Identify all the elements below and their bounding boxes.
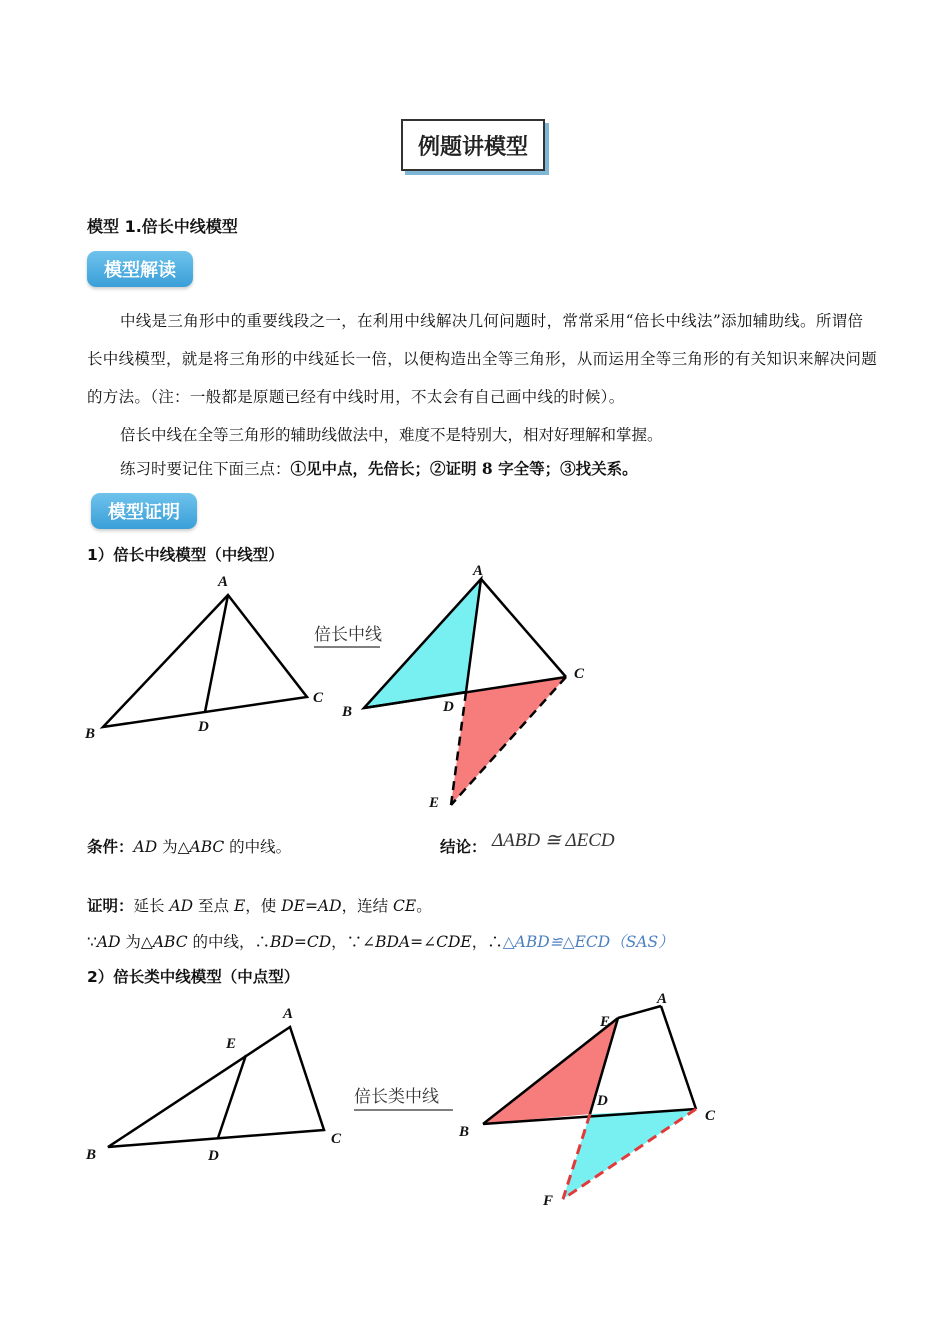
side-ac <box>481 579 566 677</box>
section1-title: 1）倍长中线模型（中线型） <box>87 546 284 564</box>
conclusion-label: 结论： <box>440 837 487 856</box>
label-c: C <box>574 666 585 682</box>
conclusion-formula: ΔABD ≅ ΔECD <box>492 830 615 851</box>
label-e: E <box>429 795 440 811</box>
tag-quasi-median: 倍长类中线 <box>354 1087 439 1107</box>
label-b: B <box>85 726 96 742</box>
proof-line-2 <box>87 930 674 952</box>
segment-ed <box>218 1055 246 1138</box>
section2-title: 2）倍长类中线模型（中点型） <box>87 968 300 986</box>
proof-label: 证明： <box>87 896 134 915</box>
label-c: C <box>331 1131 342 1147</box>
condition-label: 条件： <box>87 837 134 856</box>
label-c: C <box>313 690 324 706</box>
tips-prefix: 练习时要记住下面三点： <box>120 460 291 478</box>
proof-line <box>87 894 432 916</box>
proof2-text: ，∴ <box>471 933 503 951</box>
proof-ad: AD <box>169 897 194 915</box>
pill-model-proof: 模型证明 <box>91 493 197 529</box>
tag-double-median: 倍长中线 <box>314 625 382 645</box>
proof-text: 延长 <box>133 897 170 915</box>
label-d: D <box>208 1148 219 1164</box>
proof2-text: ，∵∠ <box>331 933 376 951</box>
proof-e: E <box>233 897 246 915</box>
label-b: B <box>86 1147 97 1163</box>
proof2-ad: AD <box>96 933 121 951</box>
side-ac <box>661 1006 696 1109</box>
condition-tail: 的中线。 <box>224 838 292 856</box>
proof2-bd-cd: BD=CD <box>270 933 332 951</box>
proof2-text: =∠ <box>410 933 437 951</box>
label-c: C <box>705 1108 716 1124</box>
triangle-abd-cyan <box>364 579 481 708</box>
side-ea <box>618 1006 661 1018</box>
paragraph-tips <box>120 457 638 479</box>
condition-line <box>87 835 291 857</box>
paragraph-intro: 中线是三角形中的重要线段之一，在利用中线解决几何问题时，常常采用“倍长中线法”添加辅助线。所谓倍长中线模型，就是将三角形的中线延长一倍，以便构造出全等三角形，从而运用全等三角形的有关知识来解决问题的方法。（注：一般都是原题已经有中线时用，不太会有自己画中线的时候）。 <box>87 312 878 406</box>
figure1-right-extended <box>335 565 605 815</box>
model-heading: 模型 1.倍长中线模型 <box>87 217 238 236</box>
condition-abc: ABC <box>189 838 225 856</box>
proof-de-ad: DE=AD <box>281 897 342 915</box>
figure2-right-extended <box>450 988 740 1213</box>
figure1-left-triangle <box>80 570 340 745</box>
label-a: A <box>218 574 229 590</box>
label-d: D <box>597 1093 608 1109</box>
label-a: A <box>473 563 484 579</box>
banner-title: 例题讲模型 <box>401 119 545 171</box>
proof2-cde: CDE <box>436 933 472 951</box>
label-a: A <box>283 1006 294 1022</box>
proof2-bda: BDA <box>375 933 411 951</box>
label-e: E <box>600 1014 611 1030</box>
condition-ad: AD <box>133 838 158 856</box>
tips-bold: ①见中点，先倍长；②证明 8 字全等；③找关系。 <box>290 459 638 478</box>
triangle-abc <box>108 1027 324 1147</box>
proof2-text: 的中线，∴ <box>187 933 271 951</box>
figure2-left-triangle <box>80 1000 360 1175</box>
label-e: E <box>226 1036 237 1052</box>
triangle-ecd-red <box>451 677 566 805</box>
label-b: B <box>459 1124 470 1140</box>
label-d: D <box>443 699 454 715</box>
proof-ce: CE <box>393 897 417 915</box>
label-b: B <box>342 704 353 720</box>
figure2-tag <box>350 1080 460 1120</box>
proof2-conclusion: △ABD≌△ECD（SAS） <box>502 933 674 951</box>
label-f: F <box>543 1193 554 1209</box>
pill-model-interpret: 模型解读 <box>87 251 193 287</box>
proof2-text: ∵ <box>87 933 97 951</box>
condition-mid: 为△ <box>157 838 190 856</box>
proof-text: ，使 <box>245 897 282 915</box>
proof-text: 至点 <box>193 897 234 915</box>
conclusion-line <box>440 835 487 857</box>
proof-text: 。 <box>416 897 432 915</box>
median-ad <box>205 595 228 712</box>
label-a: A <box>657 991 668 1007</box>
proof-text: ，连结 <box>341 897 393 915</box>
paragraph-difficulty: 倍长中线在全等三角形的辅助线做法中，难度不是特别大，相对好理解和掌握。 <box>120 426 663 444</box>
proof2-text: 为△ <box>120 933 153 951</box>
label-d: D <box>198 719 209 735</box>
proof2-abc: ABC <box>152 933 188 951</box>
